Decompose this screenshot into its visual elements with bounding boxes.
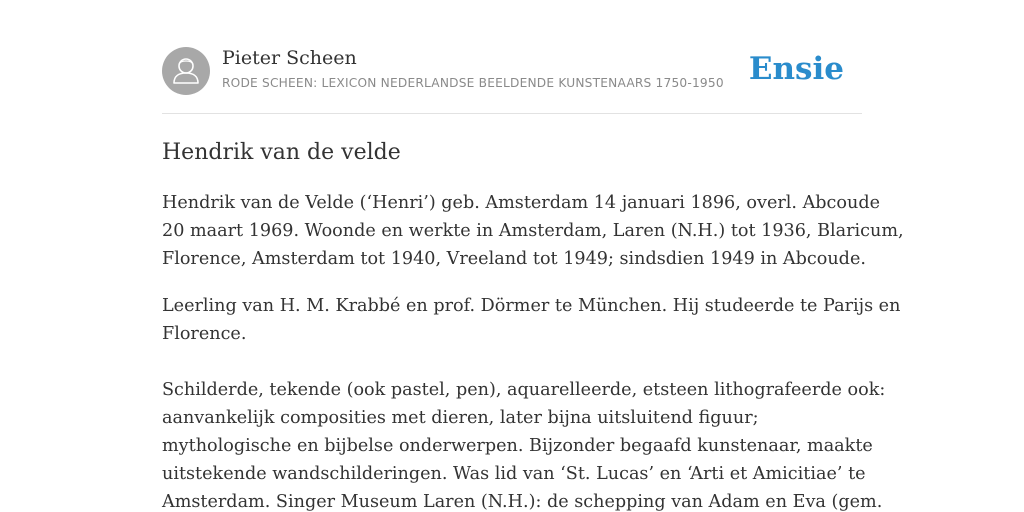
text-line: aanvankelijk composities met dieren, later bijna uitsluitend figuur; xyxy=(162,408,759,428)
article-title: Hendrik van de velde xyxy=(162,140,401,165)
paragraph-1 xyxy=(162,189,904,273)
paragraph-spacer xyxy=(162,273,872,292)
text-line: Florence. xyxy=(162,324,247,344)
text-line: Florence, Amsterdam tot 1940, Vreeland tot 1949; sindsdien 1949 in Abcoude. xyxy=(162,249,866,269)
source-title[interactable]: RODE SCHEEN: LEXICON NEDERLANDSE BEELDENDE KUNSTENAARS 1750-1950 xyxy=(222,76,724,90)
text-line: mythologische en bijbelse onderwerpen. Bijzonder begaafd kunstenaar, maakte xyxy=(162,436,873,456)
author-name[interactable]: Pieter Scheen xyxy=(222,47,357,69)
text-line: Leerling van H. M. Krabbé en prof. Dörmer te München. Hij studeerde te Parijs en xyxy=(162,296,901,316)
text-line: Amsterdam. Singer Museum Laren (N.H.): de schepping van Adam en Eva (gem. xyxy=(162,492,883,512)
paragraph-2 xyxy=(162,292,901,348)
person-outline-icon xyxy=(162,47,210,95)
text-line: uitstekende wandschilderingen. Was lid van ‘St. Lucas’ en ‘Arti et Amicitiae’ te xyxy=(162,464,866,484)
author-avatar[interactable] xyxy=(162,47,210,95)
paragraph-spacer xyxy=(162,348,872,376)
article-body xyxy=(162,189,904,512)
paragraph-3 xyxy=(162,376,886,512)
text-line: 20 maart 1969. Woonde en werkte in Amsterdam, Laren (N.H.) tot 1936, Blaricum, xyxy=(162,221,904,241)
text-line: Hendrik van de Velde (‘Henri’) geb. Amsterdam 14 januari 1896, overl. Abcoude xyxy=(162,193,880,213)
header-divider xyxy=(162,113,862,114)
header xyxy=(162,46,862,96)
text-line: Schilderde, tekende (ook pastel, pen), aquarelleerde, etsteen lithografeerde ook: xyxy=(162,380,886,400)
brand-logo[interactable]: Ensie xyxy=(748,51,844,87)
